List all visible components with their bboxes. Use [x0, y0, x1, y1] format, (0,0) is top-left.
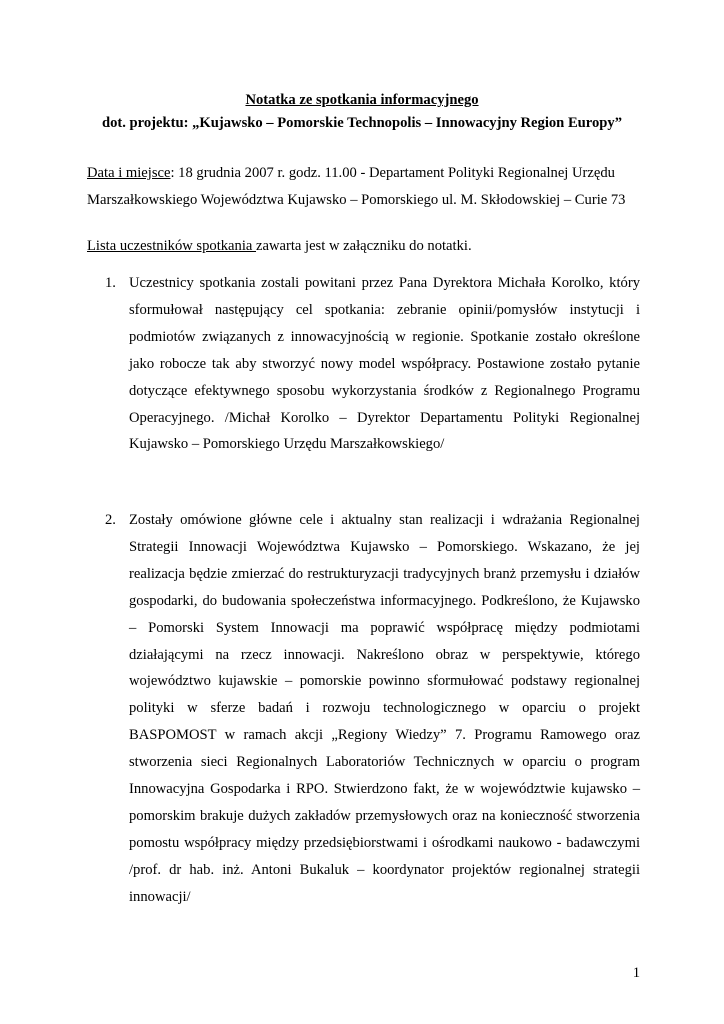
- date-place-label: Data i miejsce: [87, 165, 171, 181]
- document-subtitle: dot. projektu: „Kujawsko – Pomorskie Technopolis – Innowacyjny Region Europy”: [101, 115, 623, 131]
- participants-label: Lista uczestników spotkania: [87, 238, 257, 254]
- date-place-paragraph: [87, 160, 640, 214]
- date-place-text: : 18 grudnia 2007 r. godz. 11.00 - Departament Polityki Regionalnej Urzędu Marszałkowskiego Województwa Kujawsko – Pomorskiego ul. M. Skłodowskiej – Curie 73: [87, 165, 626, 208]
- participants-text: zawarta jest w załączniku do notatki.: [256, 238, 472, 254]
- list-item-text: Uczestnicy spotkania zostali powitani przez Pana Dyrektora Michała Korolko, który sformułował następujący cel spotkania: zebranie opinii/pomysłów instytucji i podmiotów związanych z innowacyjnością w regionie. Spotkanie zostało określone jako robocze tak aby stworzyć nowy model współpracy. Postawione zostało pytanie dotyczące efektywnego sposobu wykorzystania środków z Regionalnego Programu Operacyjnego. /Michał Korolko – Dyrektor Departamentu Polityki Regionalnej Kujawsko – Pomorskiego Urzędu Marszałkowskiego/: [129, 275, 640, 453]
- list-item: [105, 507, 640, 911]
- page-number: 1: [632, 965, 640, 981]
- list-item-text: Zostały omówione główne cele i aktualny stan realizacji i wdrażania Regionalnej Strategii Innowacji Województwa Kujawsko – Pomorskiego. Wskazano, że jej realizacja będzie zmierzać do restrukturyzacji tradycyjnych branż przemysłu i działów gospodarki, do budowania społeczeństwa informacyjnego. Podkreślono, że Kujawsko – Pomorski System Innowacji ma poprawić współpracę między podmiotami działającymi na rzecz innowacji. Nakreślono obraz w perspektywie, którego województwo kujawskie – pomorskie powinno sformułować podstawy regionalnej polityki w sferze badań i rozwoju technologicznego w oparciu o projekt BASPOMOST w ramach akcji „Regiony Wiedzy” 7. Programu Ramowego oraz stworzenia sieci Regionalnych Laboratoriów Technicznych w oparciu o program Innowacyjna Gospodarka i RPO. Stwierdzono fakt, że w województwie kujawsko – pomorskim brakuje dużych zakładów przemysłowych oraz na konieczność stworzenia pomostu współpracy między przedsiębiorstwami i ośrodkami naukowo - badawczymi /prof. dr hab. inż. Antoni Bukaluk – koordynator projektów regionalnej strategii innowacji/: [129, 512, 640, 905]
- document-title: Notatka ze spotkania informacyjnego: [245, 92, 479, 108]
- list-item: [105, 270, 640, 458]
- list-item-number: 2.: [105, 512, 116, 528]
- list-item-number: 1.: [105, 275, 116, 291]
- participants-paragraph: [87, 233, 640, 260]
